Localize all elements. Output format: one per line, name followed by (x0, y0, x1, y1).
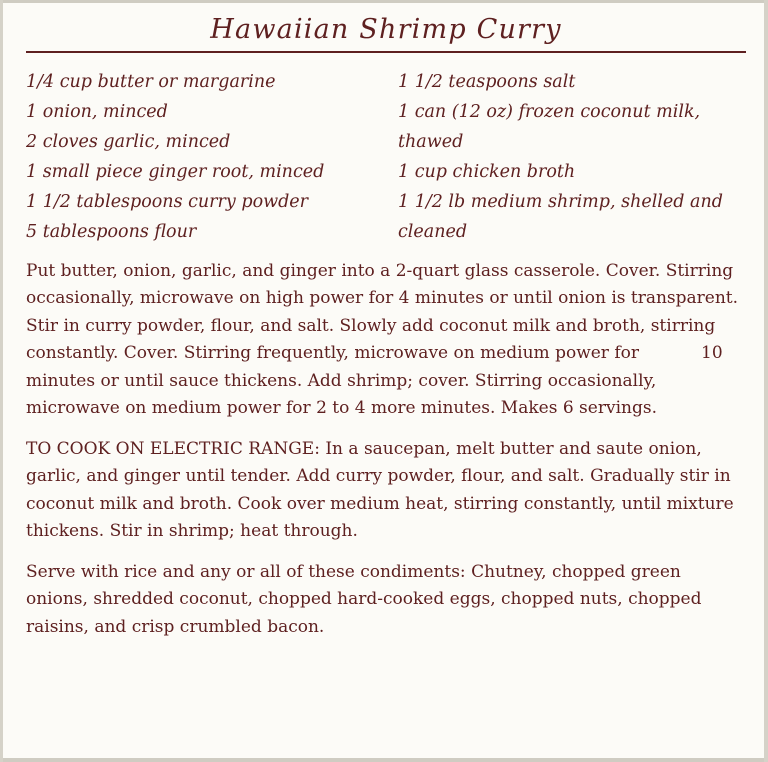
ingredients-section (26, 67, 746, 248)
ingredient-item: 2 cloves garlic, minced (26, 132, 231, 153)
title-divider (26, 51, 746, 53)
card-edge-right (764, 0, 768, 762)
ingredient-item: 1 1/2 teaspoons salt (398, 72, 576, 92)
instruction-text-part-1: Put butter, onion, garlic, and ginger into a 2-quart glass casserole. Cover. Stirring occasionally, microwave on high power for 4 minutes or until onion is transparent. Stir in curry powder, flour, and salt. Slowly add coconut milk and broth, stirring constantly. Cover. Stirring frequently, microwave on medium power for (26, 260, 739, 364)
ingredient-item: 1 onion, minced (26, 102, 168, 123)
ingredients-column-right (388, 67, 746, 248)
card-edge-bottom (0, 758, 768, 762)
card-edge-left (0, 0, 3, 762)
ingredient-item: 1 can (12 oz) frozen coconut milk, thawed (398, 102, 706, 153)
recipe-title: Hawaiian Shrimp Curry (210, 14, 562, 45)
instructions-section (26, 258, 746, 642)
instruction-paragraph: Serve with rice and any or all of these condiments: Chutney, chopped green onions, shredded coconut, chopped hard-cooked eggs, chopped nuts, chopped raisins, and crisp crumbled bacon. (26, 561, 702, 637)
ingredient-item: 1 1/2 tablespoons curry powder (26, 192, 309, 213)
ingredient-item: 5 tablespoons flour (26, 222, 197, 243)
ingredient-item: 1 cup chicken broth (398, 162, 576, 183)
instruction-paragraph: TO COOK ON ELECTRIC RANGE: In a saucepan, melt butter and saute onion, garlic, and ginger until tender. Add curry powder, flour, and salt. Gradually stir in coconut milk and broth. Cook over medium heat, stirring constantly, until mixture thickens. Stir in shrimp; heat through. (26, 438, 734, 542)
card-edge-top (0, 0, 768, 3)
instruction-paragraph (26, 258, 746, 423)
ingredients-column-left (26, 67, 388, 248)
instruction-text-part-2: 10 minutes or until sauce thickens. Add shrimp; cover. Stirring occasionally, microwave on medium power for 2 to 4 more minutes. Makes 6 servings. (26, 343, 723, 419)
ingredient-item: 1 small piece ginger root, minced (26, 162, 325, 183)
ingredient-item: 1/4 cup butter or margarine (26, 72, 276, 92)
ingredient-item: 1 1/2 lb medium shrimp, shelled and cleaned (398, 192, 729, 243)
